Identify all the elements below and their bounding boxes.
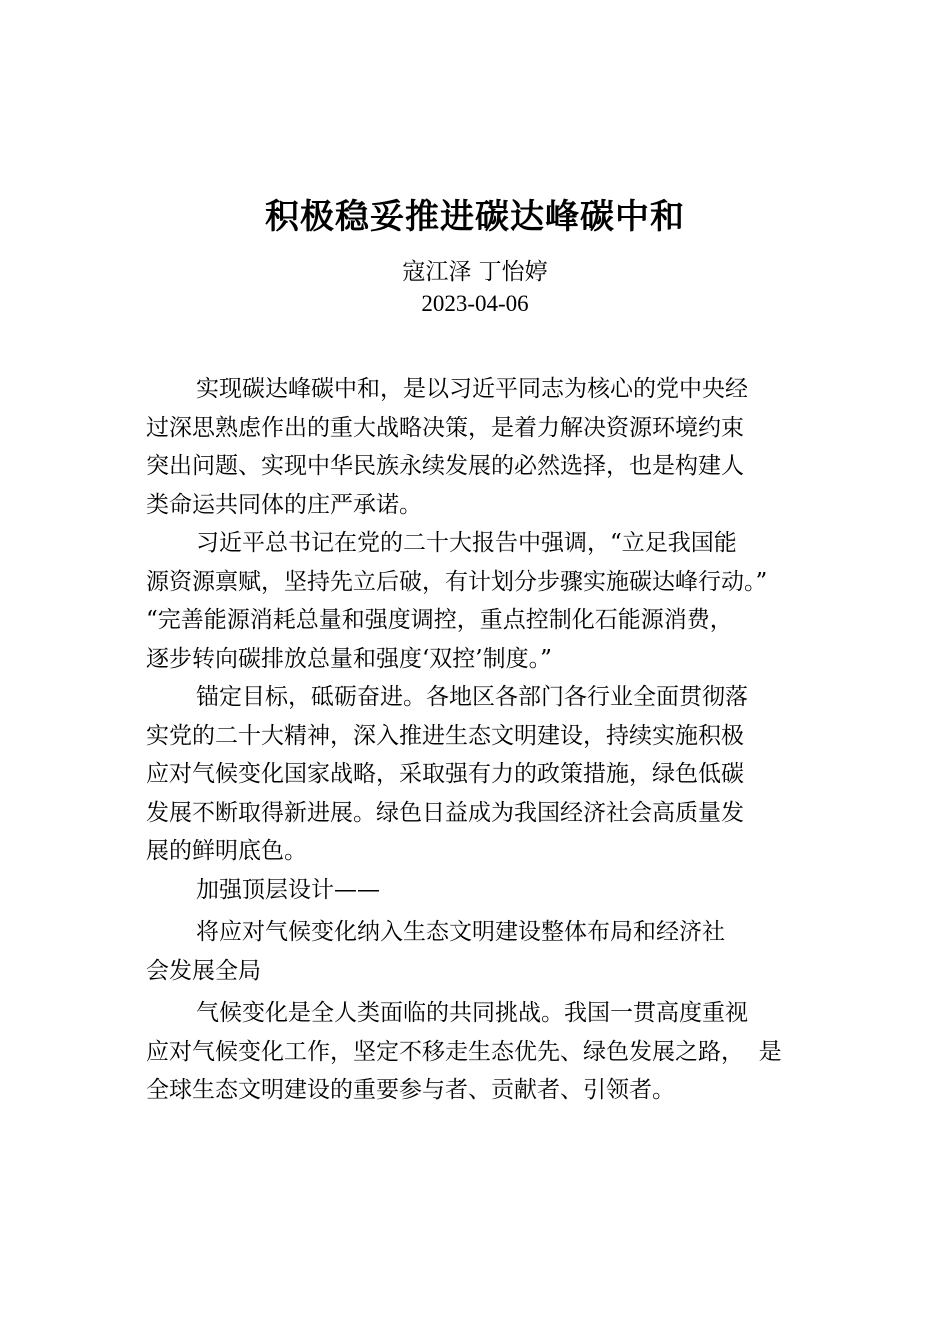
paragraph <box>146 678 812 871</box>
paragraph <box>146 370 812 524</box>
article-body <box>146 370 812 1110</box>
section-heading <box>146 871 812 910</box>
paragraph-line: 锚定目标，砥砺奋进。各地区各部门各行业全面贯彻落 <box>196 684 748 710</box>
paragraph-line: “完善能源消耗总量和强度调控，重点控制化石能源消费， <box>146 607 733 633</box>
article-title: 积极稳妥推进碳达峰碳中和 <box>265 197 685 237</box>
paragraph-line: 习近平总书记在党的二十大报告中强调，“立足我国能 <box>196 530 737 556</box>
paragraph-line: 实党的二十大精神，深入推进生态文明建设，持续实施积极 <box>146 722 744 749</box>
section-heading-line: 加强顶层设计—— <box>196 876 380 903</box>
paragraph-line: 全球生态文明建设的重要参与者、贡献者、引领者。 <box>146 1077 675 1103</box>
paragraph-line: 逐步转向碳排放总量和强度‘双控’制度。” <box>146 645 552 672</box>
article-date: 2023-04-06 <box>421 291 529 316</box>
paragraph-line: 应对气候变化工作，坚定不移走生态优先、绿色发展之路， 是 <box>146 1038 782 1065</box>
section-subheading-line: 会发展全局 <box>146 957 261 984</box>
paragraph <box>146 994 812 1110</box>
paragraph-line: 气候变化是全人类面临的共同挑战。我国一贯高度重视 <box>196 1000 748 1026</box>
paragraph-line: 过深思熟虑作出的重大战略决策，是着力解决资源环境约束 <box>146 414 744 441</box>
paragraph-line: 实现碳达峰碳中和，是以习近平同志为核心的党中央经 <box>196 376 748 402</box>
section-subheading-line: 将应对气候变化纳入生态文明建设整体布局和经济社 <box>196 919 725 945</box>
paragraph-line: 发展不断取得新进展。绿色日益成为我国经济社会高质量发 <box>146 799 744 826</box>
paragraph-line: 源资源禀赋，坚持先立后破，有计划分步骤实施碳达峰行动。” <box>146 568 768 595</box>
paragraph-line: 展的鲜明底色。 <box>146 838 307 864</box>
paragraph-line: 应对气候变化国家战略，采取强有力的政策措施，绿色低碳 <box>146 761 744 787</box>
article-authors: 寇江泽 丁怡婷 <box>402 259 548 285</box>
paragraph-line: 突出问题、实现中华民族永续发展的必然选择，也是构建人 <box>146 453 744 479</box>
paragraph-line: 类命运共同体的庄严承诺。 <box>146 491 422 518</box>
section-subheading <box>146 913 812 990</box>
paragraph <box>146 524 812 678</box>
